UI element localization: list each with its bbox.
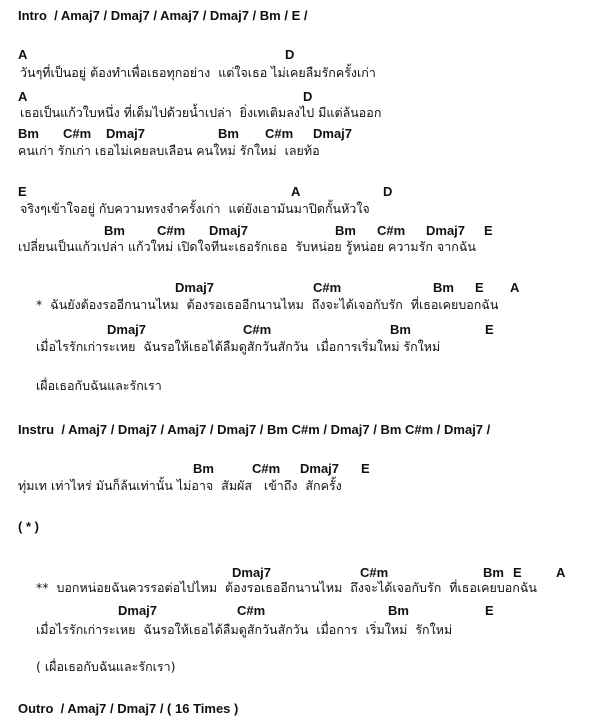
chord: A: [18, 47, 28, 62]
lyric-line: จริงๆเข้าใจอยู่ กับความทรงจำครั้งเก่า แต่ยังเอามันมาปิดกั้นหัวใจ: [20, 201, 370, 216]
chord: D: [383, 184, 393, 199]
lyric-line: คนเก่า รักเก่า เธอไม่เคยลบเลือน คนใหม่ รักใหม่ เลยท้อ: [18, 143, 320, 158]
chord: E: [361, 461, 370, 476]
chord: Dmaj7: [209, 223, 249, 238]
chord: Dmaj7: [118, 603, 158, 618]
chord: Dmaj7: [426, 223, 466, 238]
intro-line: Intro / Amaj7 / Dmaj7 / Amaj7 / Dmaj7 / Bm / E /: [18, 8, 308, 23]
chord: Dmaj7: [313, 126, 353, 141]
chord: Bm: [335, 223, 356, 238]
lyric-line: เมื่อไรรักเก่าระเหย ฉันรอให้เธอได้ลืมดูสักวันสักวัน เมื่อการเริ่มใหม่ รักใหม่: [36, 339, 441, 354]
lyric-line: ( เผื่อเธอกับฉันและรักเรา): [36, 659, 176, 674]
outro-line: Outro / Amaj7 / Dmaj7 / ( 16 Times ): [18, 701, 239, 716]
chord: E: [485, 603, 494, 618]
chord: C#m: [360, 565, 389, 580]
chord: C#m: [63, 126, 92, 141]
chord: Dmaj7: [106, 126, 146, 141]
chord: C#m: [313, 280, 342, 295]
lyric-line: เมื่อไรรักเก่าระเหย ฉันรอให้เธอได้ลืมดูสักวันสักวัน เมื่อการ เริ่มใหม่ รักใหม่: [36, 622, 453, 637]
lyric-line: เผื่อเธอกับฉันและรักเรา: [36, 378, 162, 393]
chord: C#m: [237, 603, 266, 618]
chord: Bm: [433, 280, 454, 295]
chord: Bm: [483, 565, 504, 580]
chord: Bm: [193, 461, 214, 476]
chord: E: [513, 565, 522, 580]
chord: Bm: [104, 223, 125, 238]
chord: A: [18, 89, 28, 104]
chord: Dmaj7: [232, 565, 272, 580]
chord: A: [291, 184, 301, 199]
lyric-line: เธอเป็นแก้วใบหนึ่ง ที่เต็มไปด้วยน้ำเปล่า ยิ่งเทเติมลงไป มีแต่ล้นออก: [20, 105, 382, 120]
chord: Bm: [390, 322, 411, 337]
chord: C#m: [377, 223, 406, 238]
chord: C#m: [265, 126, 294, 141]
chord: Dmaj7: [300, 461, 340, 476]
lyric-line: วันๆที่เป็นอยู่ ต้องทำเพื่อเธอทุกอย่าง แต่ใจเธอ ไม่เคยลืมรักครั้งเก่า: [20, 65, 376, 80]
chord: E: [18, 184, 27, 199]
chord: E: [484, 223, 493, 238]
chord: C#m: [243, 322, 272, 337]
chord: E: [475, 280, 484, 295]
chord: C#m: [157, 223, 186, 238]
chord: C#m: [252, 461, 281, 476]
lyric-line: เปลี่ยนเป็นแก้วเปล่า แก้วใหม่ เปิดใจทีนะเธอรักเธอ รับหน่อย รู้หน่อย ความรัก จากฉัน: [18, 239, 476, 254]
chord: D: [303, 89, 313, 104]
lyric-line: * ฉันยังต้องรออีกนานไหม ต้องรอเธออีกนานไหม ถึงจะได้เจอกับรัก ที่เธอเคยบอกฉัน: [36, 297, 499, 312]
chord: D: [285, 47, 295, 62]
chord: E: [485, 322, 494, 337]
chord: A: [510, 280, 520, 295]
repeat-marker: ( * ): [18, 519, 39, 534]
chord: A: [556, 565, 566, 580]
chord: Bm: [218, 126, 239, 141]
chord: Dmaj7: [107, 322, 147, 337]
chord: Bm: [388, 603, 409, 618]
lyric-line: ทุ่มเท เท่าไหร่ มันก็ล้นเท่านั้น ไม่อาจ สัมผัส เข้าถึง สักครั้ง: [18, 478, 342, 493]
chord: Bm: [18, 126, 39, 141]
chord: Dmaj7: [175, 280, 215, 295]
instru-line: Instru / Amaj7 / Dmaj7 / Amaj7 / Dmaj7 / Bm C#m / Dmaj7 / Bm C#m / Dmaj7 /: [18, 422, 491, 437]
lyric-line: ** บอกหน่อยฉันควรรอต่อไปไหม ต้องรอเธออีกนานไหม ถึงจะได้เจอกับรัก ที่เธอเคยบอกฉัน: [36, 580, 537, 595]
